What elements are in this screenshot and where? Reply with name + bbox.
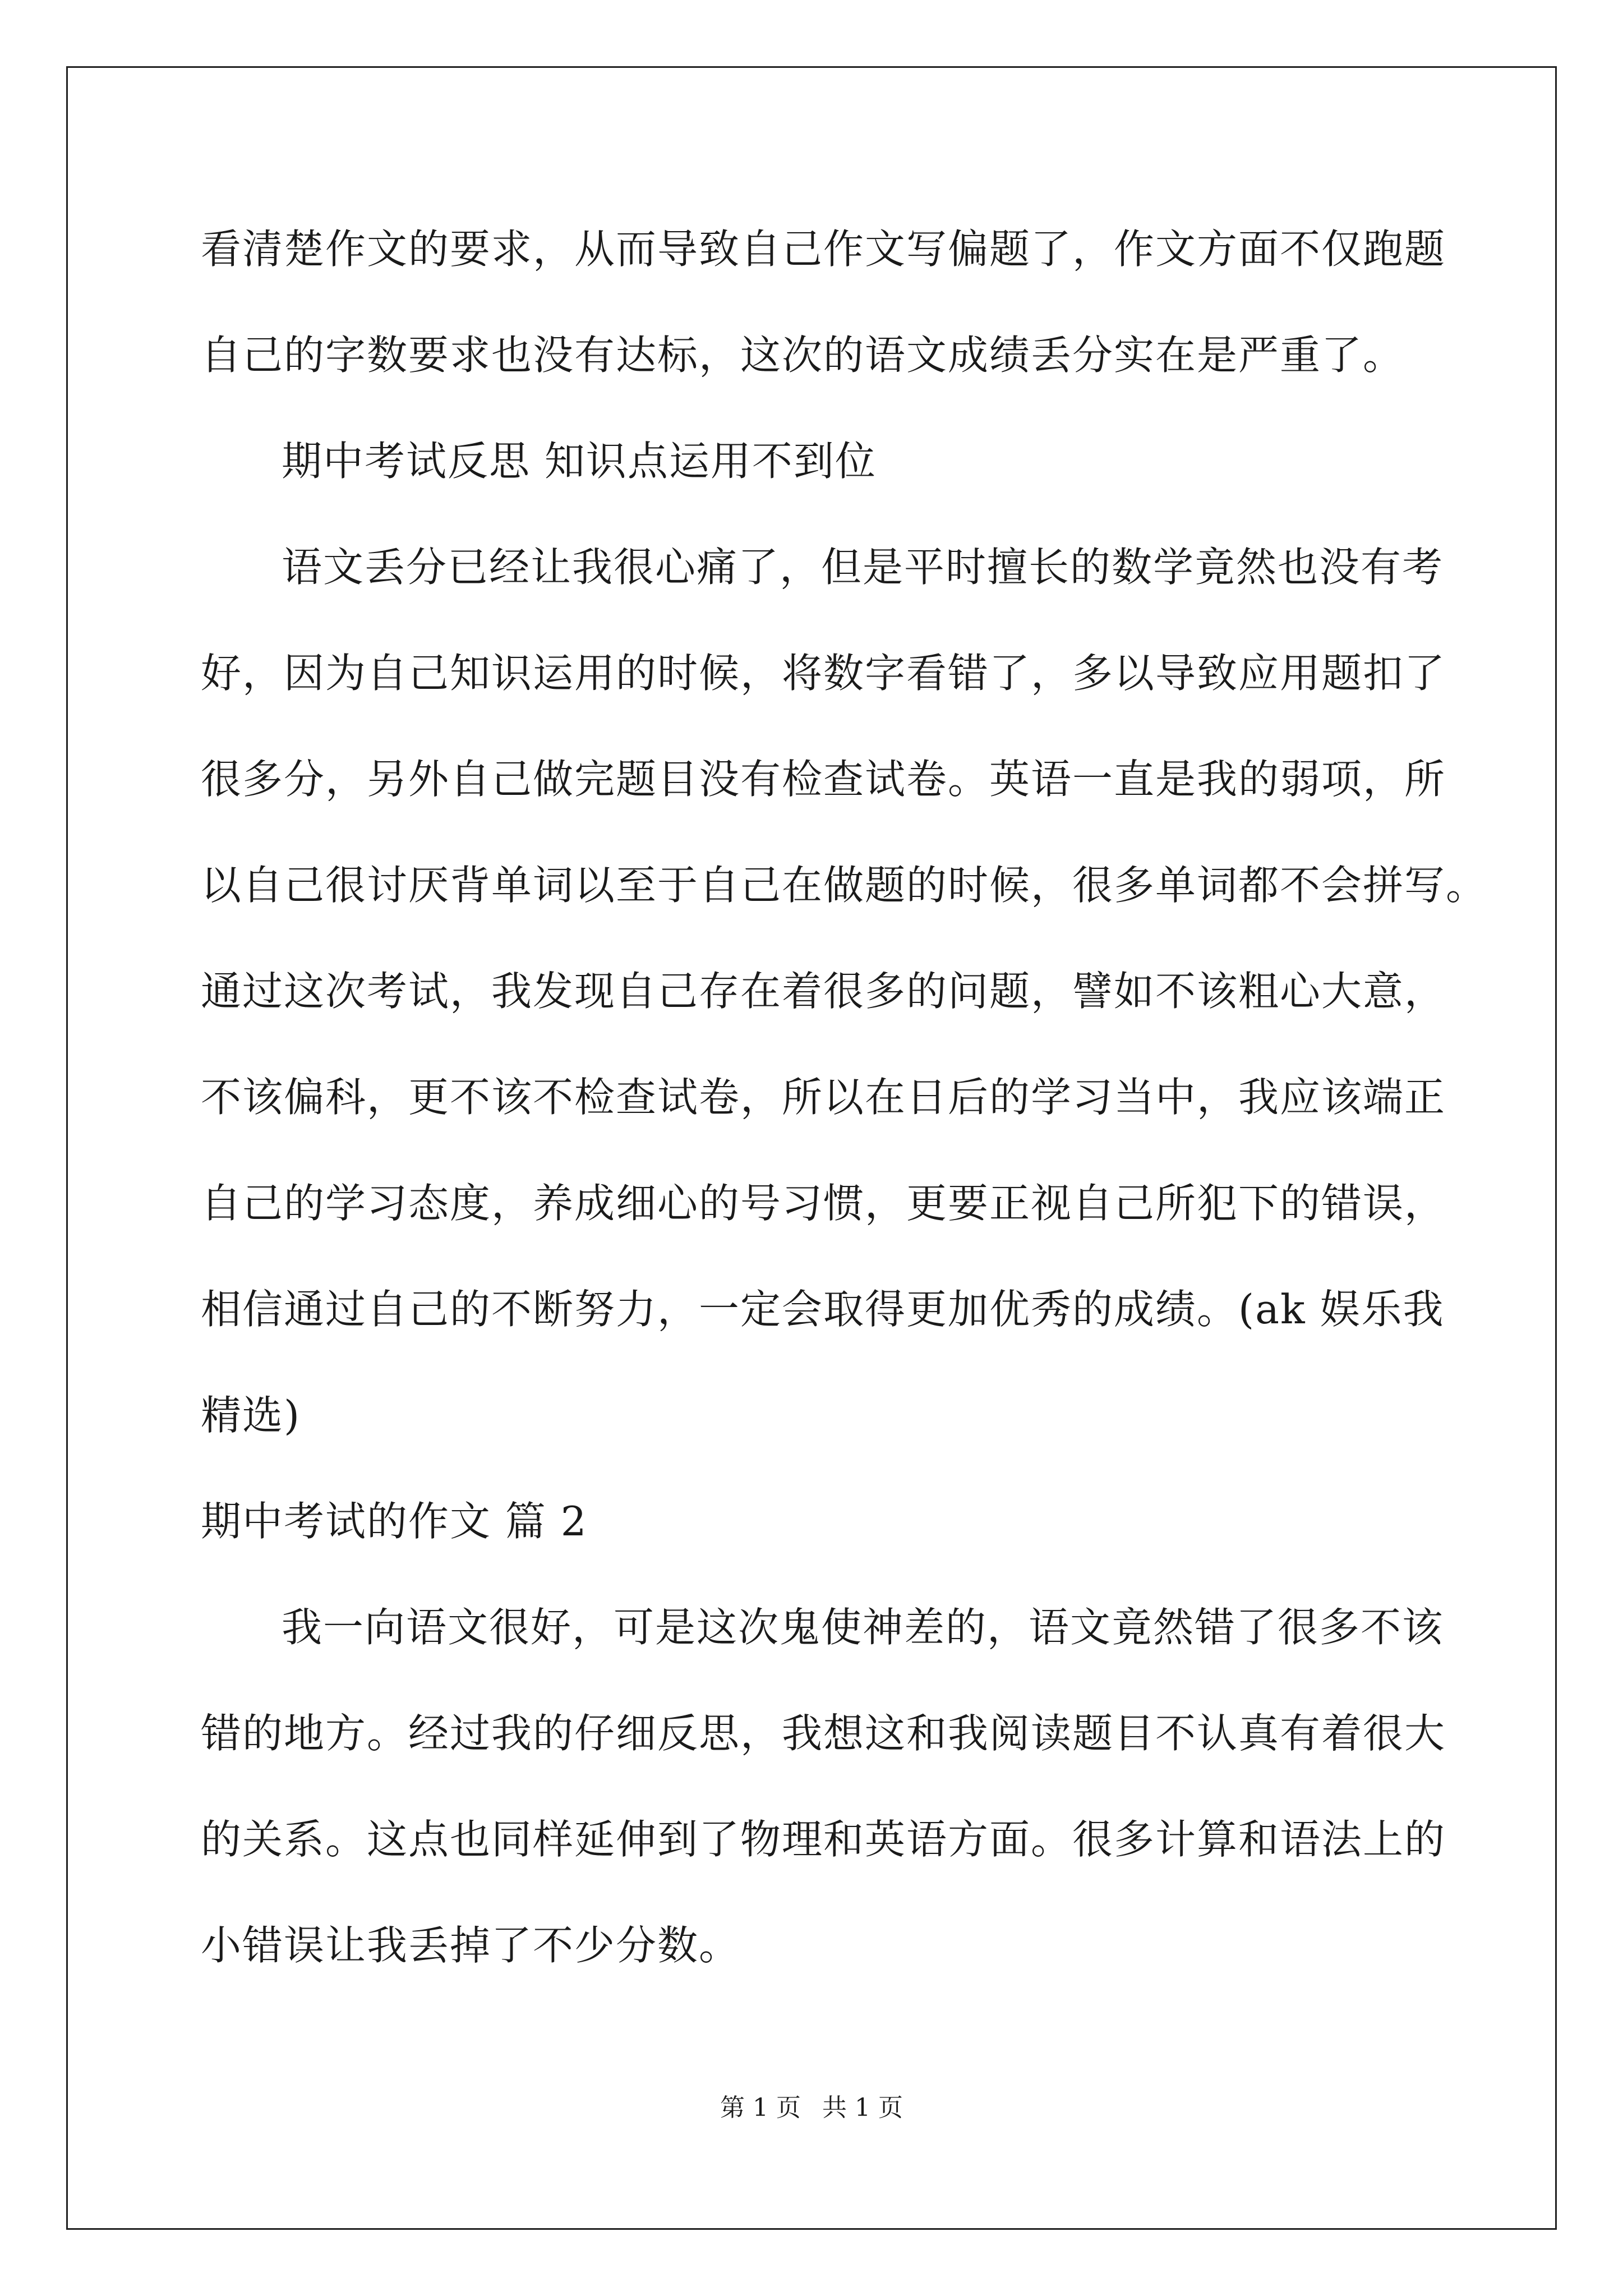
subheading-reflection: 期中考试反思 知识点运用不到位 xyxy=(282,438,877,485)
page-footer xyxy=(0,2091,1623,2125)
body-line-1: 看清楚作文的要求，从而导致自己作文写偏题了，作文方面不仅跑题 xyxy=(201,226,1446,273)
page-number: 第 1 页 xyxy=(720,2093,801,2122)
body-line-10: 自己的学习态度，养成细心的号习惯，更要正视自己所犯下的错误， xyxy=(201,1180,1446,1227)
body-line-9: 不该偏科，更不该不检查试卷，所以在日后的学习当中，我应该端正 xyxy=(201,1074,1446,1121)
body-line-6: 很多分，另外自己做完题目没有检查试卷。英语一直是我的弱项，所 xyxy=(201,756,1446,803)
section-line-3: 的关系。这点也同样延伸到了物理和英语方面。很多计算和语法上的 xyxy=(201,1816,1446,1863)
section-line-1: 我一向语文很好，可是这次鬼使神差的，语文竟然错了很多不该 xyxy=(282,1604,1444,1651)
body-line-12: 精选) xyxy=(201,1392,301,1439)
section-line-4: 小错误让我丢掉了不少分数。 xyxy=(201,1922,741,1969)
page-border xyxy=(66,66,1557,2230)
body-line-11: 相信通过自己的不断努力，一定会取得更加优秀的成绩。(ak 娱乐我 xyxy=(201,1286,1445,1333)
body-line-2: 自己的字数要求也没有达标，这次的语文成绩丢分实在是严重了。 xyxy=(201,332,1405,379)
page-total: 共 1 页 xyxy=(822,2093,903,2122)
body-line-8: 通过这次考试，我发现自己存在着很多的问题，譬如不该粗心大意， xyxy=(201,968,1446,1015)
body-line-7: 以自己很讨厌背单词以至于自己在做题的时候，很多单词都不会拼写。 xyxy=(201,862,1488,909)
body-line-5: 好，因为自己知识运用的时候，将数字看错了，多以导致应用题扣了 xyxy=(201,650,1446,697)
body-line-4: 语文丢分已经让我很心痛了，但是平时擅长的数学竟然也没有考 xyxy=(282,544,1444,591)
section-heading: 期中考试的作文 篇 2 xyxy=(201,1498,588,1545)
section-line-2: 错的地方。经过我的仔细反思，我想这和我阅读题目不认真有着很大 xyxy=(201,1710,1446,1757)
